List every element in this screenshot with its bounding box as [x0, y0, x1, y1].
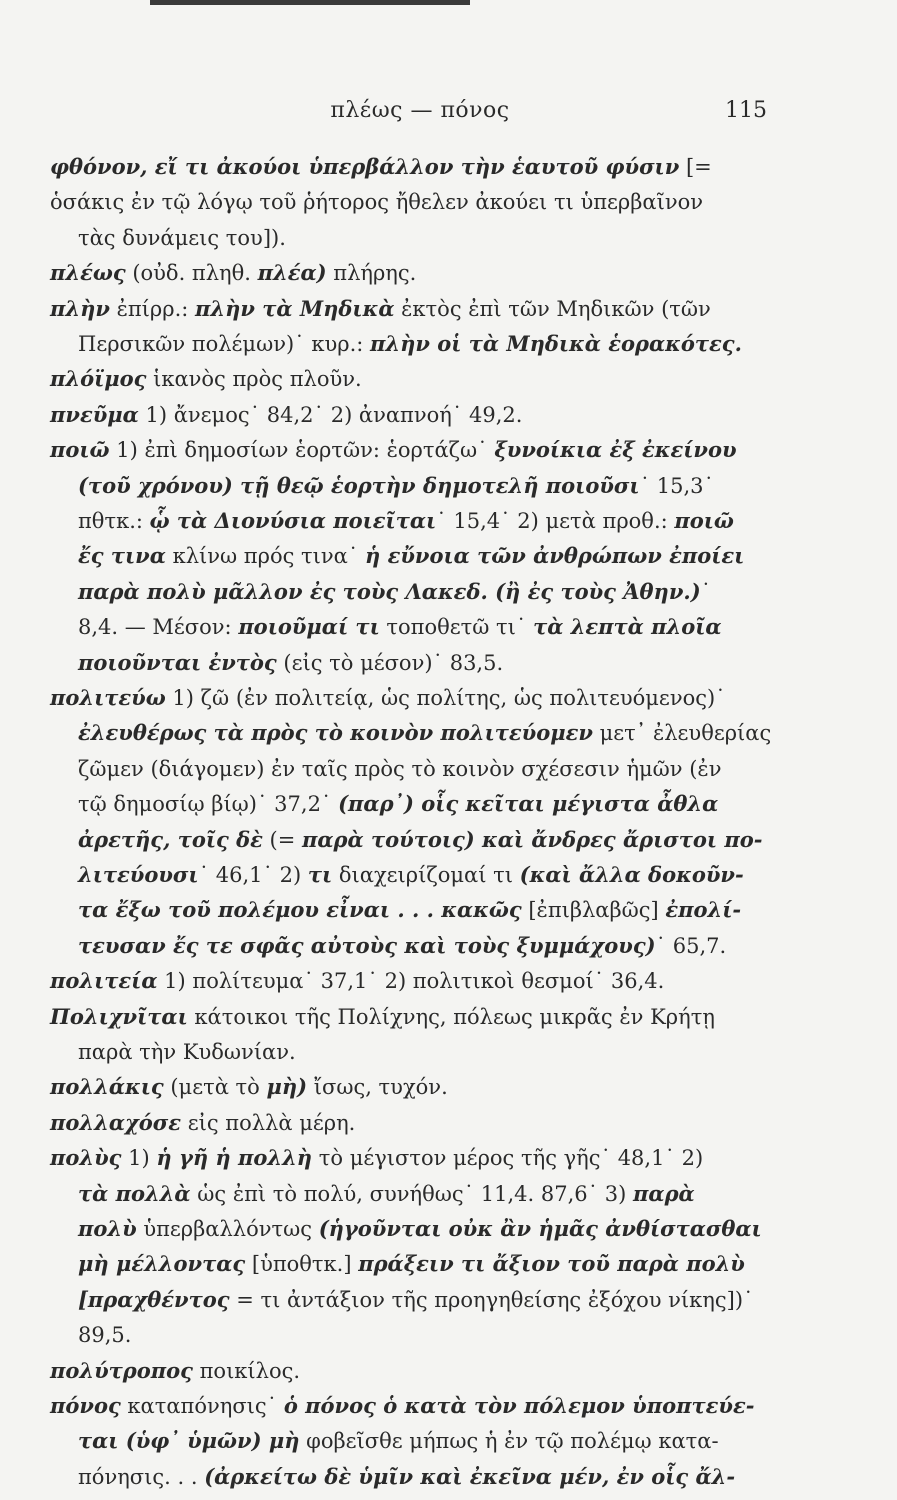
text-line	[50, 1002, 715, 1032]
running-head: πλέως — πόνος	[330, 98, 510, 123]
lemma-text: Πολιχνῖται	[50, 1003, 188, 1029]
text-line	[78, 541, 744, 571]
text-line	[78, 754, 721, 784]
lemma-text: τι	[307, 862, 333, 887]
gloss-text: ζῶμεν (διάγομεν) ἐν ταῖς πρὸς τὸ κοινὸν σχέσεσιν ἡμῶν (ἐν	[78, 756, 722, 781]
text-line	[50, 1356, 300, 1386]
gloss-text: ὁσάκις ἐν τῷ λόγῳ τοῦ ῥήτορος ἤθελεν ἀκούει τι ὑπερβαῖνον	[50, 190, 703, 215]
text-line	[78, 789, 718, 819]
lemma-text: πολιτεύω	[50, 685, 166, 710]
lemma-text: πολὺς	[50, 1145, 122, 1171]
gloss-text: (οὐδ. πληθ.	[125, 261, 258, 286]
lemma-text: ἔς τινα	[78, 543, 166, 569]
gloss-text: 89,5.	[78, 1323, 132, 1348]
lemma-text: (ἀρκείτω δὲ ὑμῖν καὶ ἐκεῖνα μέν, ἐν οἷς ἄλ-	[204, 1463, 736, 1489]
gloss-text: (=	[262, 827, 303, 852]
gloss-text: πλήρης.	[326, 261, 417, 286]
gloss-text: ἴσως, τυχόν.	[307, 1075, 448, 1100]
gloss-text: 1) ἄνεμος˙ 84,2˙ 2) ἀναπνοή˙ 49,2.	[138, 402, 523, 427]
lemma-text: πλὴν οἱ τὰ Μηδικὰ ἑορακότες.	[370, 331, 742, 356]
text-line	[78, 1179, 695, 1209]
gloss-text: ποικίλος.	[192, 1358, 301, 1383]
gloss-text: ἐκτὸς ἐπὶ τῶν Μηδικῶν (τῶν	[394, 296, 711, 321]
gloss-text: ἱκανὸς πρὸς πλοῦν.	[146, 367, 362, 392]
text-line	[50, 683, 726, 713]
gloss-text: 1) ἐπὶ δημοσίων ἑορτῶν: ἑορτάζω˙	[109, 438, 495, 463]
lemma-text: ὁ πόνος ὁ κατὰ τὸν πόλεμον ὑποπτεύε-	[283, 1393, 755, 1418]
text-line	[78, 577, 711, 607]
gloss-text: παρὰ τὴν Κυδωνίαν.	[78, 1040, 296, 1064]
gloss-text: ˙ 15,3˙	[639, 473, 714, 498]
text-line	[50, 966, 664, 996]
lemma-text: πλὴν	[50, 295, 110, 321]
lemma-text: παρὰ πολὺ μᾶλλον ἐς τοὺς Λακεδ. (ἢ ἐς τοὺς Ἀθην.)	[78, 578, 701, 604]
lemma-text: πολύτροπος	[50, 1357, 193, 1383]
text-line	[78, 223, 286, 253]
gloss-text: 8,4. — Μέσον:	[78, 615, 239, 640]
lemma-text: πλέως	[50, 260, 126, 286]
lemma-text: ᾧ τὰ Διονύσια ποιεῖται	[149, 508, 437, 533]
gloss-text: ˙	[700, 579, 712, 604]
text-line	[78, 612, 722, 642]
text-line	[50, 1143, 703, 1173]
text-line	[50, 1072, 448, 1102]
lemma-text: ποιῶ	[50, 437, 110, 463]
gloss-text: = τι ἀντάξιον τῆς προηγηθείσης ἐξόχου νίκης])˙	[229, 1287, 754, 1312]
gloss-text: [ἐπιβλαβῶς]	[521, 898, 666, 923]
text-line	[78, 1426, 719, 1456]
lemma-text: παρὰ τούτοις) καὶ ἄνδρες ἄριστοι πο-	[302, 826, 763, 852]
lemma-text: ται (ὑφ᾽ ὑμῶν) μὴ	[78, 1428, 300, 1454]
text-line	[50, 1108, 355, 1138]
text-line	[78, 1214, 762, 1244]
text-line	[50, 152, 712, 182]
lemma-text: τὰ λεπτὰ πλοῖα	[533, 614, 722, 640]
text-line	[78, 931, 726, 961]
lemma-text: (παρ᾽) οἷς κεῖται μέγιστα ἆθλα	[338, 791, 719, 817]
text-line	[78, 1249, 745, 1279]
lemma-text: τα ἔξω τοῦ πολέμου εἶναι . . . κακῶς	[78, 897, 522, 923]
text-line	[78, 1462, 735, 1492]
gloss-text: ˙ 65,7.	[655, 933, 727, 958]
gloss-text: πόνησις. . .	[78, 1464, 205, 1489]
lemma-text: τὰ πολλὰ	[78, 1180, 191, 1206]
gloss-text: πθτκ.:	[78, 509, 150, 533]
lemma-text: (καὶ ἄλλα δοκοῦν-	[519, 862, 744, 887]
lemma-text: πλέα)	[257, 260, 327, 286]
lemma-text: πόνος	[50, 1393, 121, 1418]
lemma-text: ἐπολί-	[665, 897, 742, 923]
lemma-text: ποιῶ	[674, 508, 734, 533]
lemma-text: πολλαχόσε	[50, 1109, 182, 1135]
gloss-text: τὰς δυνάμεις του]).	[78, 225, 286, 250]
text-line	[78, 1037, 296, 1067]
lemma-text: μὴ)	[266, 1074, 308, 1100]
gloss-text: εἰς πολλὰ μέρη.	[181, 1110, 356, 1135]
gloss-text: τῷ δημοσίῳ βίῳ)˙ 37,2˙	[78, 792, 339, 817]
text-line	[78, 718, 771, 748]
page-header	[0, 98, 897, 138]
lemma-text: πλὴν τὰ Μηδικὰ	[195, 295, 395, 321]
lemma-text: ποιοῦνται ἐντὸς	[78, 649, 277, 675]
text-line	[50, 400, 522, 430]
lemma-text: (ἡγοῦνται οὐκ ἂν ἡμᾶς ἀνθίστασθαι	[318, 1216, 762, 1241]
gloss-text: (μετὰ τὸ	[163, 1075, 267, 1100]
text-line	[78, 648, 503, 678]
gloss-text: μετ᾽ ἐλευθερίας	[592, 721, 772, 746]
text-line	[78, 825, 762, 855]
gloss-text: διαχειρίζομαί τι	[332, 863, 520, 887]
gloss-text: ˙ 46,1˙ 2)	[198, 863, 308, 887]
gloss-text: ˙ 15,4˙ 2) μετὰ προθ.:	[436, 509, 675, 533]
lemma-text: ἡ γῆ ἡ πολλὴ	[156, 1145, 313, 1171]
gloss-text: τὸ μέγιστον μέρος τῆς γῆς˙ 48,1˙ 2)	[312, 1146, 704, 1171]
lemma-text: ξυνοίκια ἐξ ἐκείνου	[494, 437, 737, 463]
lemma-text: ἡ εὔνοια τῶν ἀνθρώπων ἐποίει	[365, 543, 745, 569]
gloss-text: 1)	[121, 1146, 157, 1171]
lemma-text: (τοῦ χρόνου) τῇ θεῷ ἑορτὴν δημοτελῆ ποιοῦσι	[78, 472, 640, 498]
lemma-text: ἀρετῆς, τοῖς δὲ	[78, 826, 263, 852]
lemma-text: πολὺ	[78, 1216, 137, 1241]
text-line	[50, 258, 416, 288]
lemma-text: πολλάκις	[50, 1074, 164, 1100]
lemma-text: μὴ μέλλοντας	[78, 1251, 246, 1277]
gloss-text: τοποθετῶ τι˙	[379, 615, 534, 640]
gloss-text: κλίνω πρός τινα˙	[165, 544, 366, 569]
gloss-text: 1) ζῶ (ἐν πολιτείᾳ, ὡς πολίτης, ὡς πολιτευόμενος)˙	[165, 686, 726, 710]
text-line	[78, 329, 742, 359]
lemma-text: ποιοῦμαί τι	[238, 614, 380, 640]
gloss-text: φοβεῖσθε μήπως ἡ ἐν τῷ πολέμῳ κατα-	[299, 1429, 719, 1454]
gloss-text: [=	[679, 155, 712, 179]
lemma-text: λιτεύουσι	[78, 862, 199, 887]
lemma-text: πράξειν τι ἄξιον τοῦ παρὰ πολὺ	[358, 1251, 745, 1277]
page-number: 115	[725, 98, 767, 123]
text-line	[50, 187, 703, 217]
text-line	[50, 294, 711, 324]
lemma-text: ἐλευθέρως τὰ πρὸς τὸ κοινὸν πολιτεύομεν	[78, 720, 593, 746]
gloss-text: Περσικῶν πολέμων)˙ κυρ.:	[78, 332, 371, 356]
text-line	[78, 471, 714, 501]
gloss-text: [ὑποθτκ.]	[245, 1252, 359, 1277]
lemma-text: παρὰ	[633, 1180, 695, 1206]
gloss-text: ὑπερβαλλόντως	[136, 1217, 319, 1241]
lemma-text: [πραχθέντος	[78, 1286, 230, 1312]
lemma-text: πλόϊμος	[50, 366, 147, 392]
gloss-text: κάτοικοι τῆς Πολίχνης, πόλεως μικρᾶς ἐν Κρήτῃ	[187, 1004, 715, 1029]
lemma-text: φθόνον, εἴ τι ἀκούοι ὑπερβάλλον τὴν ἑαυτοῦ φύσιν	[50, 154, 680, 179]
text-line	[50, 435, 737, 465]
lemma-text: πολιτεία	[50, 968, 158, 994]
lemma-text: τευσαν ἔς τε σφᾶς αὐτοὺς καὶ τοὺς ξυμμάχους)	[78, 932, 656, 958]
text-line	[78, 1320, 131, 1350]
text-line	[78, 1285, 754, 1315]
text-line	[50, 1391, 754, 1421]
gloss-text: (εἰς τὸ μέσον)˙ 83,5.	[276, 650, 504, 675]
gloss-text: ὡς ἐπὶ τὸ πολύ, συνήθως˙ 11,4. 87,6˙ 3)	[190, 1181, 634, 1206]
text-line	[78, 895, 741, 925]
gloss-text: ἐπίρρ.:	[109, 296, 196, 321]
page-top-edge-mark	[150, 0, 470, 5]
gloss-text: 1) πολίτευμα˙ 37,1˙ 2) πολιτικοὶ θεσμοί˙ 36,4.	[157, 969, 665, 994]
text-line	[78, 860, 744, 890]
text-line	[50, 364, 362, 394]
lemma-text: πνεῦμα	[50, 401, 139, 427]
gloss-text: καταπόνησις˙	[120, 1394, 284, 1418]
text-line	[78, 506, 734, 536]
